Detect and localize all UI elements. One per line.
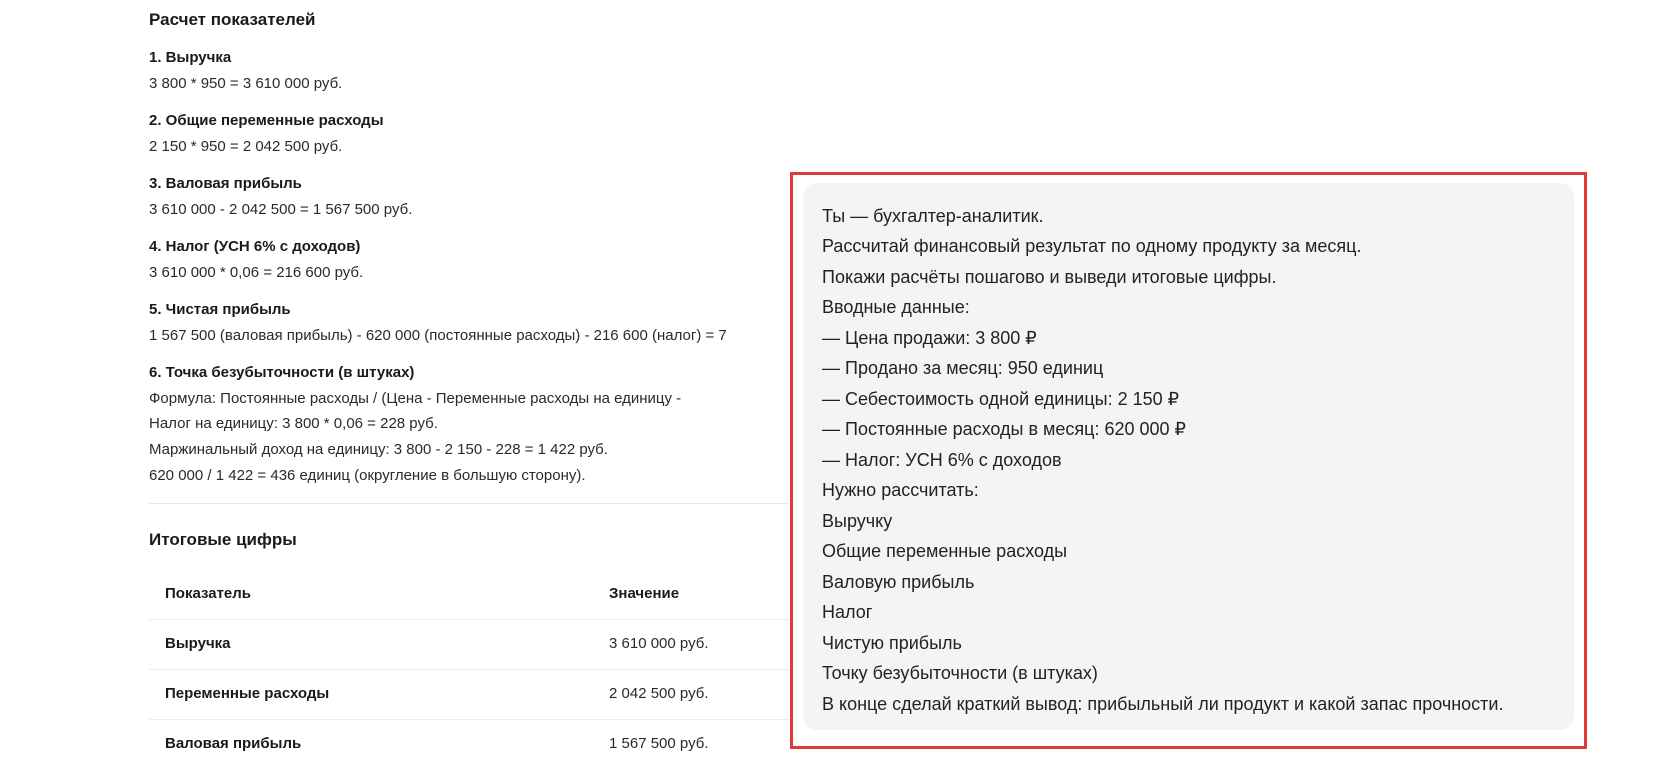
prompt-line: — Цена продажи: 3 800 ₽ [822,328,1037,348]
prompt-line: Чистую прибыль [822,633,962,653]
prompt-line: Выручку [822,511,893,531]
section-divider [149,503,789,504]
prompt-line: Ты — бухгалтер-аналитик. [822,206,1044,226]
summary-title: Итоговые цифры [149,530,297,549]
step-line: Налог на единицу: 3 800 * 0,06 = 228 руб. [149,415,438,432]
table-header-cell: Показатель [165,585,252,602]
step-line: 3 610 000 * 0,06 = 216 600 руб. [149,264,364,281]
prompt-line: — Продано за месяц: 950 единиц [822,358,1104,378]
step-line: Маржинальный доход на единицу: 3 800 - 2 150 - 228 = 1 422 руб. [149,441,608,458]
table-cell-label: Валовая прибыль [165,735,302,752]
step-line: 2 150 * 950 = 2 042 500 руб. [149,138,343,155]
step-line: Формула: Постоянные расходы / (Цена - Переменные расходы на единицу - [149,390,682,407]
table-cell-value: 3 610 000 руб. [609,635,709,652]
table-row [149,669,789,720]
table-cell-value: 2 042 500 руб. [609,685,709,702]
prompt-line: Налог [822,602,873,622]
highlighted-prompt-frame [790,172,1587,749]
prompt-line: В конце сделай краткий вывод: прибыльный ли продукт и какой запас прочности. [822,694,1504,714]
step-title: 3. Валовая прибыль [149,175,302,192]
prompt-message-bubble [803,183,1574,730]
table-row [149,719,789,769]
prompt-line: Рассчитай финансовый результат по одному продукту за месяц. [822,236,1362,256]
prompt-line: — Себестоимость одной единицы: 2 150 ₽ [822,389,1180,409]
table-header-cell: Значение [609,585,680,602]
table-row [149,619,789,670]
step-title: 6. Точка безубыточности (в штуках) [149,364,415,381]
prompt-line: — Постоянные расходы в месяц: 620 000 ₽ [822,419,1186,439]
prompt-line: Нужно рассчитать: [822,480,979,500]
table-cell-label: Переменные расходы [165,685,330,702]
step-title: 2. Общие переменные расходы [149,112,384,129]
prompt-line: Валовую прибыль [822,572,975,592]
prompt-line: Вводные данные: [822,297,970,317]
step-title: 1. Выручка [149,49,232,66]
calc-title: Расчет показателей [149,10,316,29]
step-line: 3 610 000 - 2 042 500 = 1 567 500 руб. [149,201,413,218]
step-title: 4. Налог (УСН 6% с доходов) [149,238,361,255]
table-cell-label: Выручка [165,635,231,652]
step-line: 620 000 / 1 422 = 436 единиц (округление в большую сторону). [149,467,586,484]
step-line: 3 800 * 950 = 3 610 000 руб. [149,75,343,92]
prompt-line: Точку безубыточности (в штуках) [822,663,1098,683]
table-cell-value: 1 567 500 руб. [609,735,709,752]
table-header-row [149,569,789,620]
prompt-line: Покажи расчёты пошагово и выведи итоговые цифры. [822,267,1277,287]
prompt-line: Общие переменные расходы [822,541,1068,561]
step-line: 1 567 500 (валовая прибыль) - 620 000 (постоянные расходы) - 216 600 (налог) = 7 [149,327,727,344]
step-title: 5. Чистая прибыль [149,301,291,318]
prompt-line: — Налог: УСН 6% с доходов [822,450,1062,470]
